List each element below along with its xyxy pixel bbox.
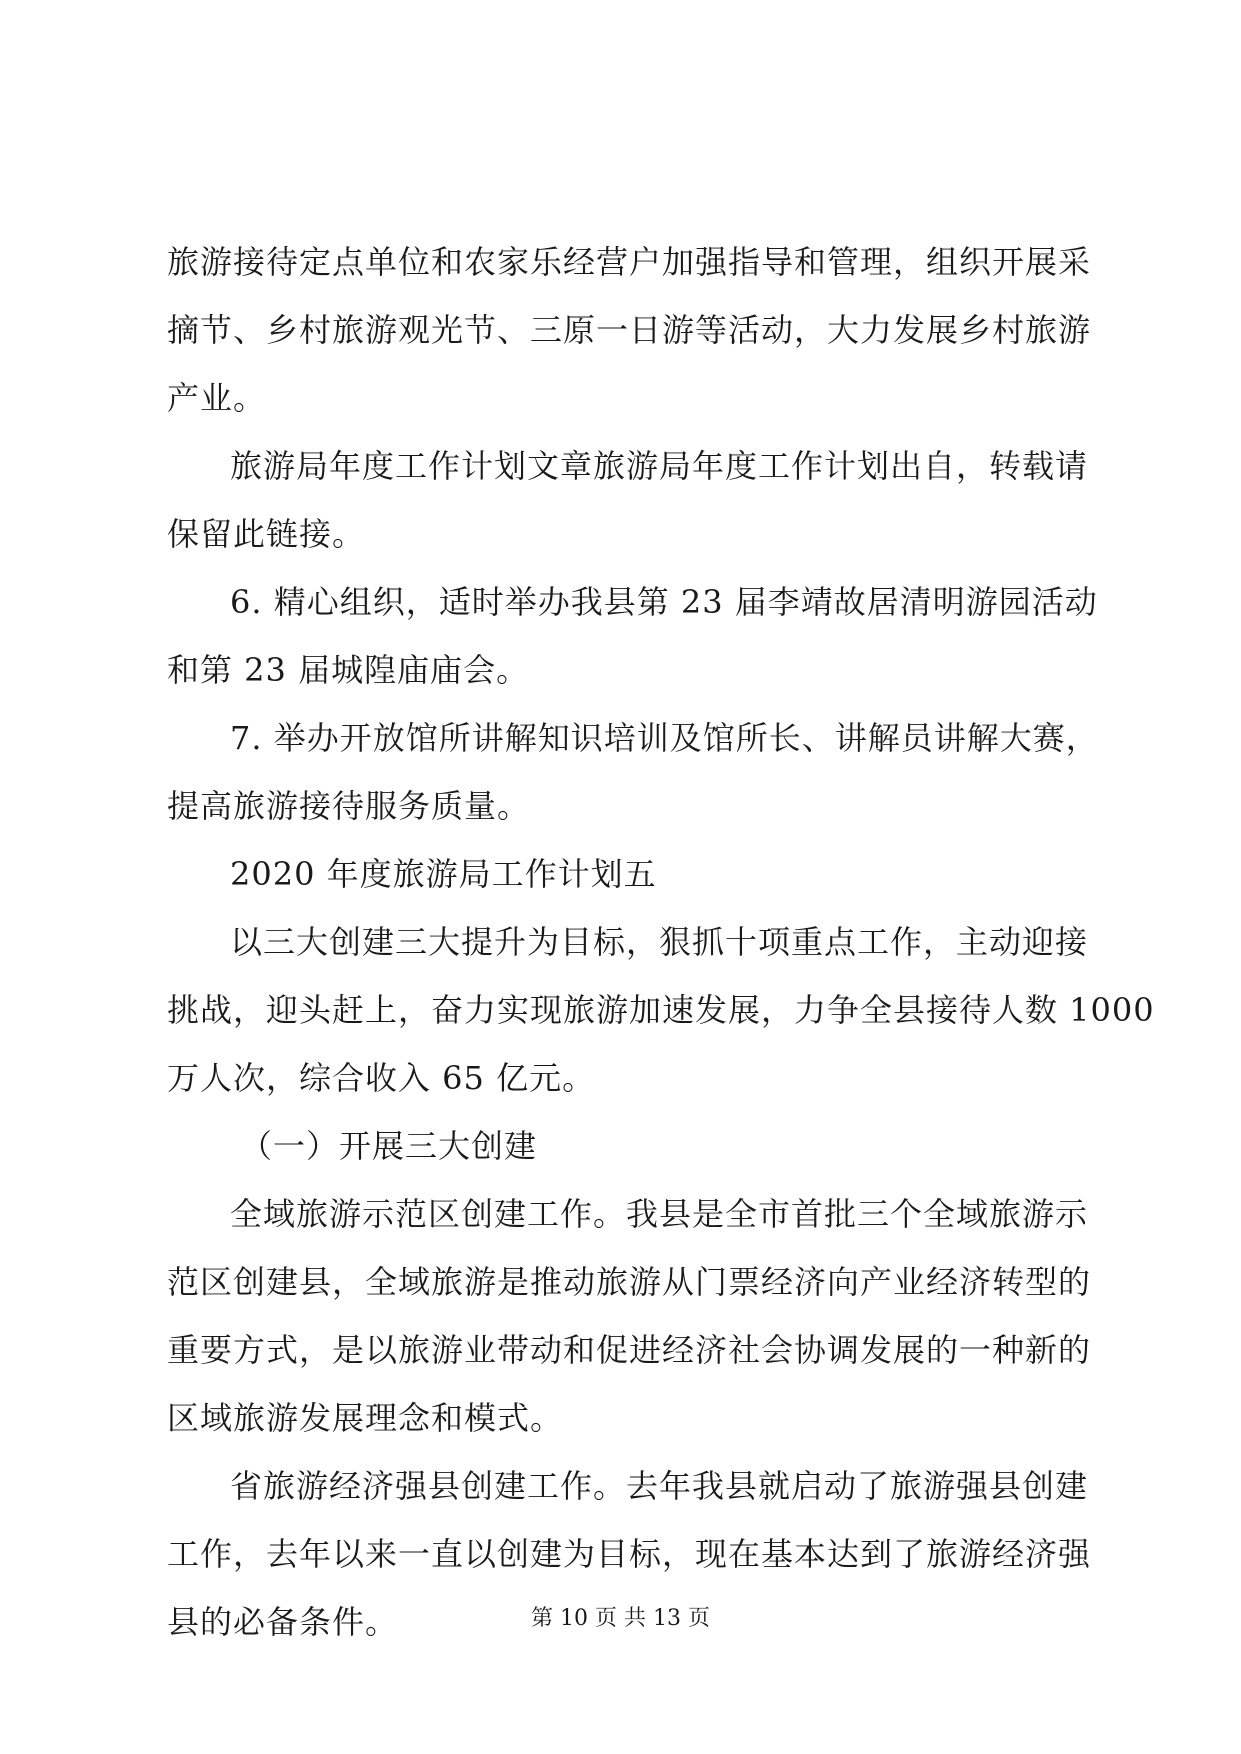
- text-line: 工作，去年以来一直以创建为目标，现在基本达到了旅游经济强: [167, 1535, 1092, 1573]
- text-line: 提高旅游接待服务质量。: [167, 787, 531, 825]
- section-heading: 2020 年度旅游局工作计划五: [230, 855, 657, 893]
- body-text: [167, 228, 1155, 1656]
- text-line: 旅游接待定点单位和农家乐经营户加强指导和管理，组织开展采: [167, 243, 1092, 281]
- text-line: 6. 精心组织，适时举办我县第 23 届李靖故居清明游园活动: [230, 583, 1098, 621]
- text-line: 全域旅游示范区创建工作。我县是全市首批三个全域旅游示: [230, 1195, 1089, 1233]
- text-line: 省旅游经济强县创建工作。去年我县就启动了旅游强县创建: [230, 1467, 1089, 1505]
- text-line: 和第 23 届城隍庙庙会。: [167, 651, 530, 689]
- text-line: 以三大创建三大提升为目标，狠抓十项重点工作，主动迎接: [230, 923, 1089, 961]
- text-line: 万人次，综合收入 65 亿元。: [167, 1059, 596, 1097]
- text-line: 旅游局年度工作计划文章旅游局年度工作计划出自，转载请: [230, 447, 1089, 485]
- page-number-footer: 第 10 页 共 13 页: [531, 1606, 710, 1631]
- text-line: 重要方式，是以旅游业带动和促进经济社会协调发展的一种新的: [167, 1331, 1092, 1369]
- text-line: 挑战，迎头赶上，奋力实现旅游加速发展，力争全县接待人数 1000: [167, 991, 1155, 1029]
- text-line: 保留此链接。: [167, 515, 366, 553]
- text-line: 范区创建县，全域旅游是推动旅游从门票经济向产业经济转型的: [167, 1263, 1092, 1301]
- text-line: 区域旅游发展理念和模式。: [167, 1399, 564, 1437]
- text-line: 7. 举办开放馆所讲解知识培训及馆所长、讲解员讲解大赛，: [230, 719, 1099, 757]
- text-line: 县的必备条件。: [167, 1603, 399, 1641]
- section-heading: （一）开展三大创建: [240, 1127, 538, 1165]
- text-line: 摘节、乡村旅游观光节、三原一日游等活动，大力发展乡村旅游: [167, 311, 1092, 349]
- text-line: 产业。: [167, 379, 267, 417]
